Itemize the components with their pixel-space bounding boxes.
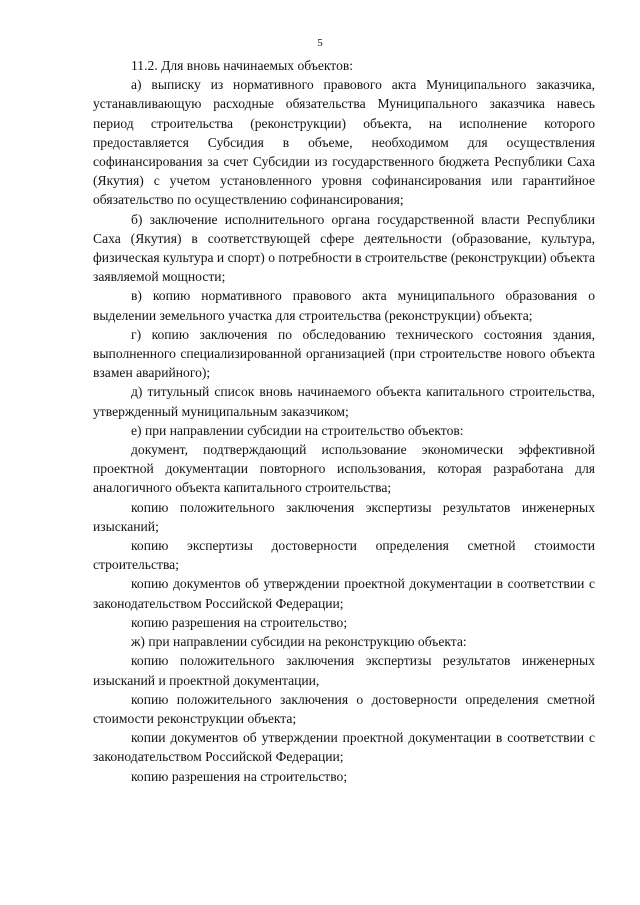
paragraph-e-building-permit: копию разрешения на строительство; <box>131 614 348 630</box>
paragraph-item-d: д) титульный список вновь начинаемого объекта капитального строительства, утвержденный муниципальным заказчиком; <box>93 384 595 419</box>
paragraph-zh-survey-conclusion: копию положительного заключения экспертизы результатов инженерных изысканий и проектной документации, <box>93 653 595 688</box>
paragraph-item-v: в) копию нормативного правового акта муниципального образования о выделении земельного участка для строительства (реконструкции) объекта; <box>93 288 595 323</box>
paragraph-item-zh: ж) при направлении субсидии на реконструкцию объекта: <box>131 634 467 650</box>
page-number: 5 <box>317 37 323 49</box>
paragraph-item-g: г) копию заключения по обследованию технического состояния здания, выполненного специализированной организацией (при строительстве нового объекта взамен аварийного); <box>93 326 595 381</box>
paragraph-zh-project-approval: копии документов об утверждении проектной документации в соответствии с законодательством Российской Федерации; <box>93 730 595 765</box>
paragraph-e-survey-conclusion: копию положительного заключения экспертизы результатов инженерных изысканий; <box>93 499 595 534</box>
paragraph-item-a: а) выписку из нормативного правового акта Муниципального заказчика, устанавливающую расходные обязательства Муниципального заказчика навесь период строительства (реконструкции) объекта, на исполнение которого предоставляется Субсидия в объеме, необходимом для осуществления софинансирования за счет Субсидии из государственного бюджета Республики Саха (Якутия) с учетом установленного уровня софинансирования или гарантийное обязательство по осуществлению софинансирования; <box>93 77 595 208</box>
document-body <box>93 56 595 786</box>
paragraph-e-document: документ, подтверждающий использование экономически эффективной проектной документации повторного использования, которая разработана для аналогичного объекта капитального строительства; <box>93 442 595 496</box>
paragraph-e-cost-expertise: копию экспертизы достоверности определения сметной стоимости строительства; <box>93 538 595 573</box>
paragraph-heading-11-2: 11.2. Для вновь начинаемых объектов: <box>131 58 354 73</box>
paragraph-e-project-approval: копию документов об утверждении проектной документации в соответствии с законодательством Российской Федерации; <box>93 576 595 611</box>
paragraph-item-b: б) заключение исполнительного органа государственной власти Республики Саха (Якутия) в соответствующей сфере деятельности (образование, культура, физическая культура и спорт) о потребности в строительстве (реконструкции) объекта заявляемой мощности; <box>93 211 595 285</box>
paragraph-zh-building-permit: копию разрешения на строительство; <box>131 768 348 784</box>
paragraph-item-e: е) при направлении субсидии на строительство объектов: <box>131 422 464 438</box>
paragraph-zh-cost-conclusion: копию положительного заключения о достоверности определения сметной стоимости реконструкции объекта; <box>93 691 595 726</box>
